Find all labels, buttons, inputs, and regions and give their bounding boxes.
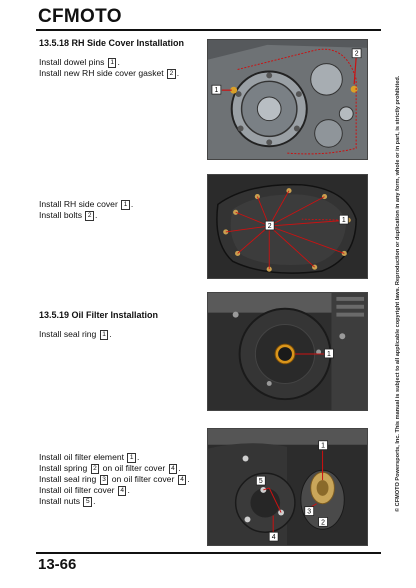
photo4-callout-1: 1 [321,442,325,450]
section-title-oil-filter: 13.5.19 Oil Filter Installation [39,310,159,320]
step-install-bolts: Install bolts 2 . [39,210,98,220]
callout-tag: 2 [167,69,176,79]
footer-rule [36,552,381,554]
brand-logo-text: CFMOTO [38,6,122,27]
photo2-callout-1: 1 [341,217,346,225]
step-install-spring: Install spring 2 on oil filter cover 4 . [39,463,181,473]
photo-crankcase-dowel-pins [207,39,368,160]
photo-oil-filter-seal-ring [207,292,368,411]
header-rule [36,29,381,31]
step-install-seal-ring-cover: Install seal ring 3 on oil filter cover 4 . [39,474,190,484]
callout-tag: 2 [85,211,94,221]
step-install-seal-ring: Install seal ring 1 . [39,329,112,339]
step-text: Install RH side cover [39,199,118,209]
callout-tag: 3 [100,475,109,485]
callout-tag: 1 [108,58,117,68]
photo4-callout-4: 4 [271,534,276,542]
step-install-gasket: Install new RH side cover gasket 2 . [39,68,180,78]
step-install-dowel-pins: Install dowel pins 1 . [39,57,120,67]
callout-tag: 4 [169,464,178,474]
step-text: Install new RH side cover gasket [39,68,164,78]
callout-tag: 4 [178,475,187,485]
photo3-callout-1: 1 [327,350,331,358]
callout-tag: 1 [127,453,136,463]
step-install-nuts: Install nuts 5 . [39,496,96,506]
page-number: 13-66 [38,556,77,573]
step-install-oil-filter-element: Install oil filter element 1 . [39,452,140,462]
step-install-oil-filter-cover: Install oil filter cover 4 . [39,485,130,495]
callout-tag: 5 [83,497,92,507]
photo-rh-side-cover-bolts [207,174,368,279]
copyright-side-note: © CFMOTO Powersports, Inc. This manual is subject to all applicable copyright laws. Reproduction or duplication in any form, whole or in part, is strictly prohibited. [395,75,401,512]
photo1-callout-1: 1 [214,87,219,95]
callout-tag: 2 [91,464,100,474]
photo4-callout-5: 5 [258,478,263,486]
photo4-callout-3: 3 [307,508,312,516]
step-text: Install nuts [39,496,81,506]
callout-tag: 1 [100,330,109,340]
callout-tag: 1 [121,200,130,210]
step-text: Install seal ring [39,329,97,339]
photo1-callout-2: 2 [354,50,359,58]
callout-tag: 4 [118,486,127,496]
step-text: Install bolts [39,210,82,220]
section-title-rh-side-cover: 13.5.18 RH Side Cover Installation [39,38,185,48]
step-text: Install dowel pins [39,57,105,67]
photo4-callout-2: 2 [321,519,325,527]
step-text: Install oil filter cover [39,485,115,495]
step-install-rh-side-cover: Install RH side cover 1 . [39,199,134,209]
step-text: Install oil filter element [39,452,125,462]
photo2-callout-2: 2 [267,222,272,230]
photo-oil-filter-assembly [207,428,368,546]
